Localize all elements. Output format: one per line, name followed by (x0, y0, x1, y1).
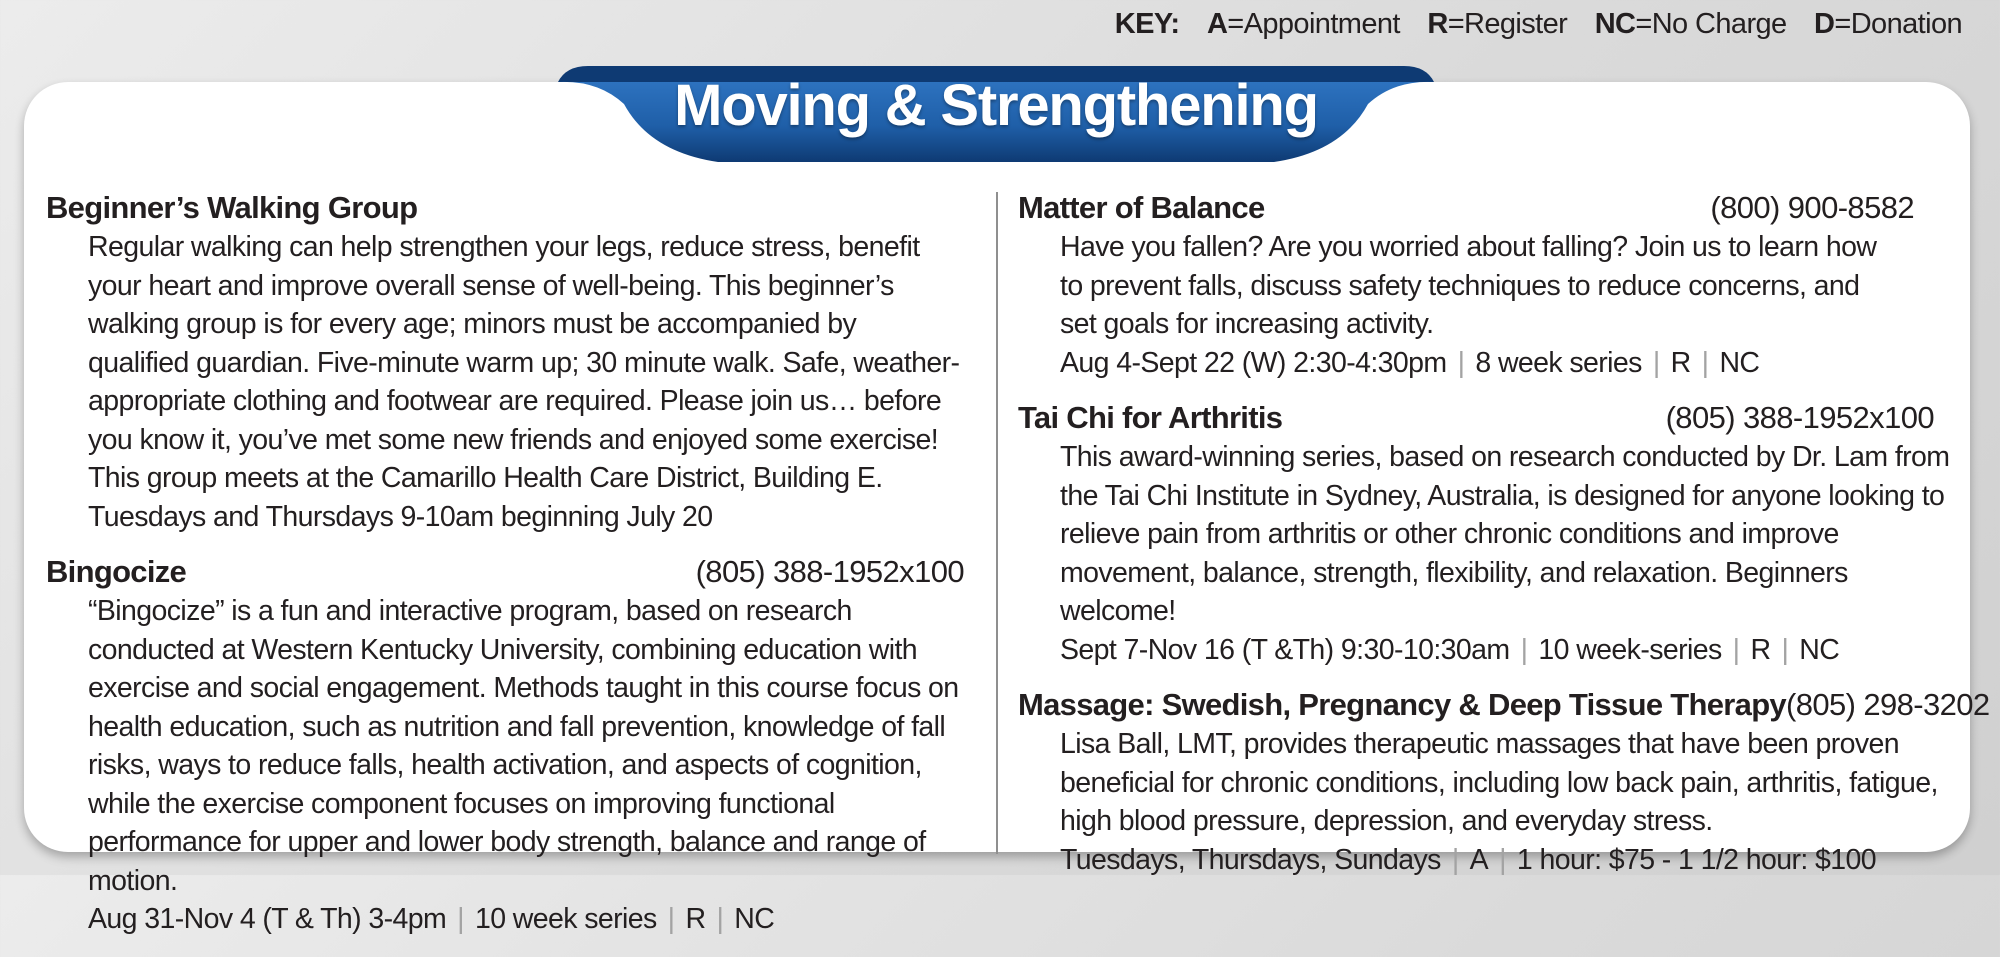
schedule-separator: | (457, 903, 464, 935)
program-entry-walking-group (46, 190, 964, 536)
schedule-separator: | (1652, 346, 1660, 379)
schedule-separator: | (1499, 843, 1506, 876)
program-entry-matter-of-balance (1018, 190, 1950, 382)
program-title: Beginner’s Walking Group (46, 190, 418, 225)
schedule-date: Aug 4-Sept 22 (W) 2:30-4:30pm (1060, 346, 1447, 379)
program-title: Tai Chi for Arthritis (1018, 400, 1283, 435)
schedule-code-register: R (685, 903, 706, 935)
key-code-no-charge: NC (1594, 8, 1636, 40)
program-description: This award-winning series, based on research conducted by Dr. Lam from the Tai Chi Institute in Sydney, Australia, is designed for anyone looking to relieve pain from arthritis or other chronic conditions and improve movement, balance, strength, flexibility, and relaxation. Beginners welcome! (1060, 441, 1950, 627)
schedule-code-register: R (1670, 346, 1691, 379)
key-code-donation: D (1814, 8, 1835, 40)
schedule-separator: | (716, 903, 724, 935)
left-column (46, 190, 964, 957)
schedule-pricing: 1 hour: $75 - 1 1/2 hour: $100 (1516, 843, 1876, 876)
program-schedule (88, 900, 964, 939)
schedule-code-appointment: A (1469, 843, 1489, 876)
program-description: Have you fallen? Are you worried about falling? Join us to learn how to prevent falls, discuss safety techniques to reduce concerns, and set goals for increasing activity. (1060, 231, 1877, 340)
schedule-separator: | (1701, 346, 1709, 379)
program-schedule (1060, 841, 1950, 880)
column-divider (996, 192, 998, 854)
schedule-code-no-charge: NC (1719, 346, 1760, 379)
schedule-duration: 8 week series (1475, 346, 1642, 379)
program-title: Massage: Swedish, Pregnancy & Deep Tissue Therapy (1018, 687, 1786, 722)
schedule-date: Tuesdays and Thursdays 9-10am beginning July 20 (88, 500, 713, 533)
program-entry-tai-chi (1018, 400, 1950, 669)
program-schedule (88, 498, 964, 537)
schedule-duration: 10 week-series (1538, 633, 1722, 666)
section-title: Moving & Strengthening (674, 73, 1318, 138)
schedule-code-register: R (1750, 633, 1771, 666)
schedule-separator: | (1520, 633, 1528, 666)
schedule-days: Tuesdays, Thursdays, Sundays (1060, 843, 1441, 876)
program-phone: (805) 388-1952x100 (1665, 400, 1934, 435)
key-label: KEY: (1114, 8, 1180, 40)
schedule-separator: | (1732, 633, 1740, 666)
schedule-separator: | (1457, 346, 1465, 379)
key-legend (1115, 8, 1962, 41)
program-schedule (1060, 631, 1950, 670)
program-entry-bingocize (46, 554, 964, 939)
right-column (1018, 190, 1990, 897)
key-meaning-no-charge: =No Charge (1635, 8, 1787, 40)
key-code-appointment: A (1206, 8, 1228, 40)
program-description: Regular walking can help strengthen your legs, reduce stress, benefit your heart and improve overall sense of well-being. This beginner’s walking group is for every age; minors must be accompanied by qualified guardian. Five-minute warm up; 30 minute walk. Safe, weather-appropriate clothing and footwear are required. Please join us… before you know it, you’ve met some new friends and enjoyed some exercise! This group meets at the Camarillo Health Care District, Building E. (88, 231, 960, 494)
schedule-date: Aug 31-Nov 4 (T & Th) 3-4pm (88, 903, 447, 935)
program-description: “Bingocize” is a fun and interactive program, based on research conducted at Western Kentucky University, combining education with exercise and social engagement. Methods taught in this course focus on health education, such as nutrition and fall prevention, knowledge of fall risks, ways to reduce falls, health activation, and aspects of cognition, while the exercise component focuses on improving functional performance for upper and lower body strength, balance and range of motion. (88, 595, 959, 897)
program-phone: (800) 900-8582 (1710, 190, 1914, 225)
program-phone: (805) 298-3202 (1785, 687, 1990, 722)
section-banner (558, 64, 1434, 166)
key-code-register: R (1427, 8, 1448, 40)
program-title: Matter of Balance (1018, 190, 1265, 225)
program-title: Bingocize (46, 554, 187, 589)
schedule-separator: | (667, 903, 675, 935)
program-phone: (805) 388-1952x100 (695, 554, 964, 589)
schedule-duration: 10 week series (474, 903, 657, 935)
key-meaning-register: =Register (1447, 8, 1568, 40)
program-entry-massage (1018, 687, 1990, 879)
schedule-separator: | (1451, 843, 1459, 876)
schedule-code-no-charge: NC (734, 903, 775, 935)
key-meaning-donation: =Donation (1834, 8, 1962, 40)
key-meaning-appointment: =Appointment (1227, 8, 1400, 40)
schedule-code-no-charge: NC (1799, 633, 1840, 666)
schedule-date: Sept 7-Nov 16 (T &Th) 9:30-10:30am (1060, 633, 1510, 666)
program-description: Lisa Ball, LMT, provides therapeutic massages that have been proven beneficial for chronic conditions, including low back pain, arthritis, fatigue, high blood pressure, depression, and everyday stress. (1060, 728, 1938, 837)
schedule-separator: | (1781, 633, 1789, 666)
program-schedule (1060, 344, 1950, 383)
